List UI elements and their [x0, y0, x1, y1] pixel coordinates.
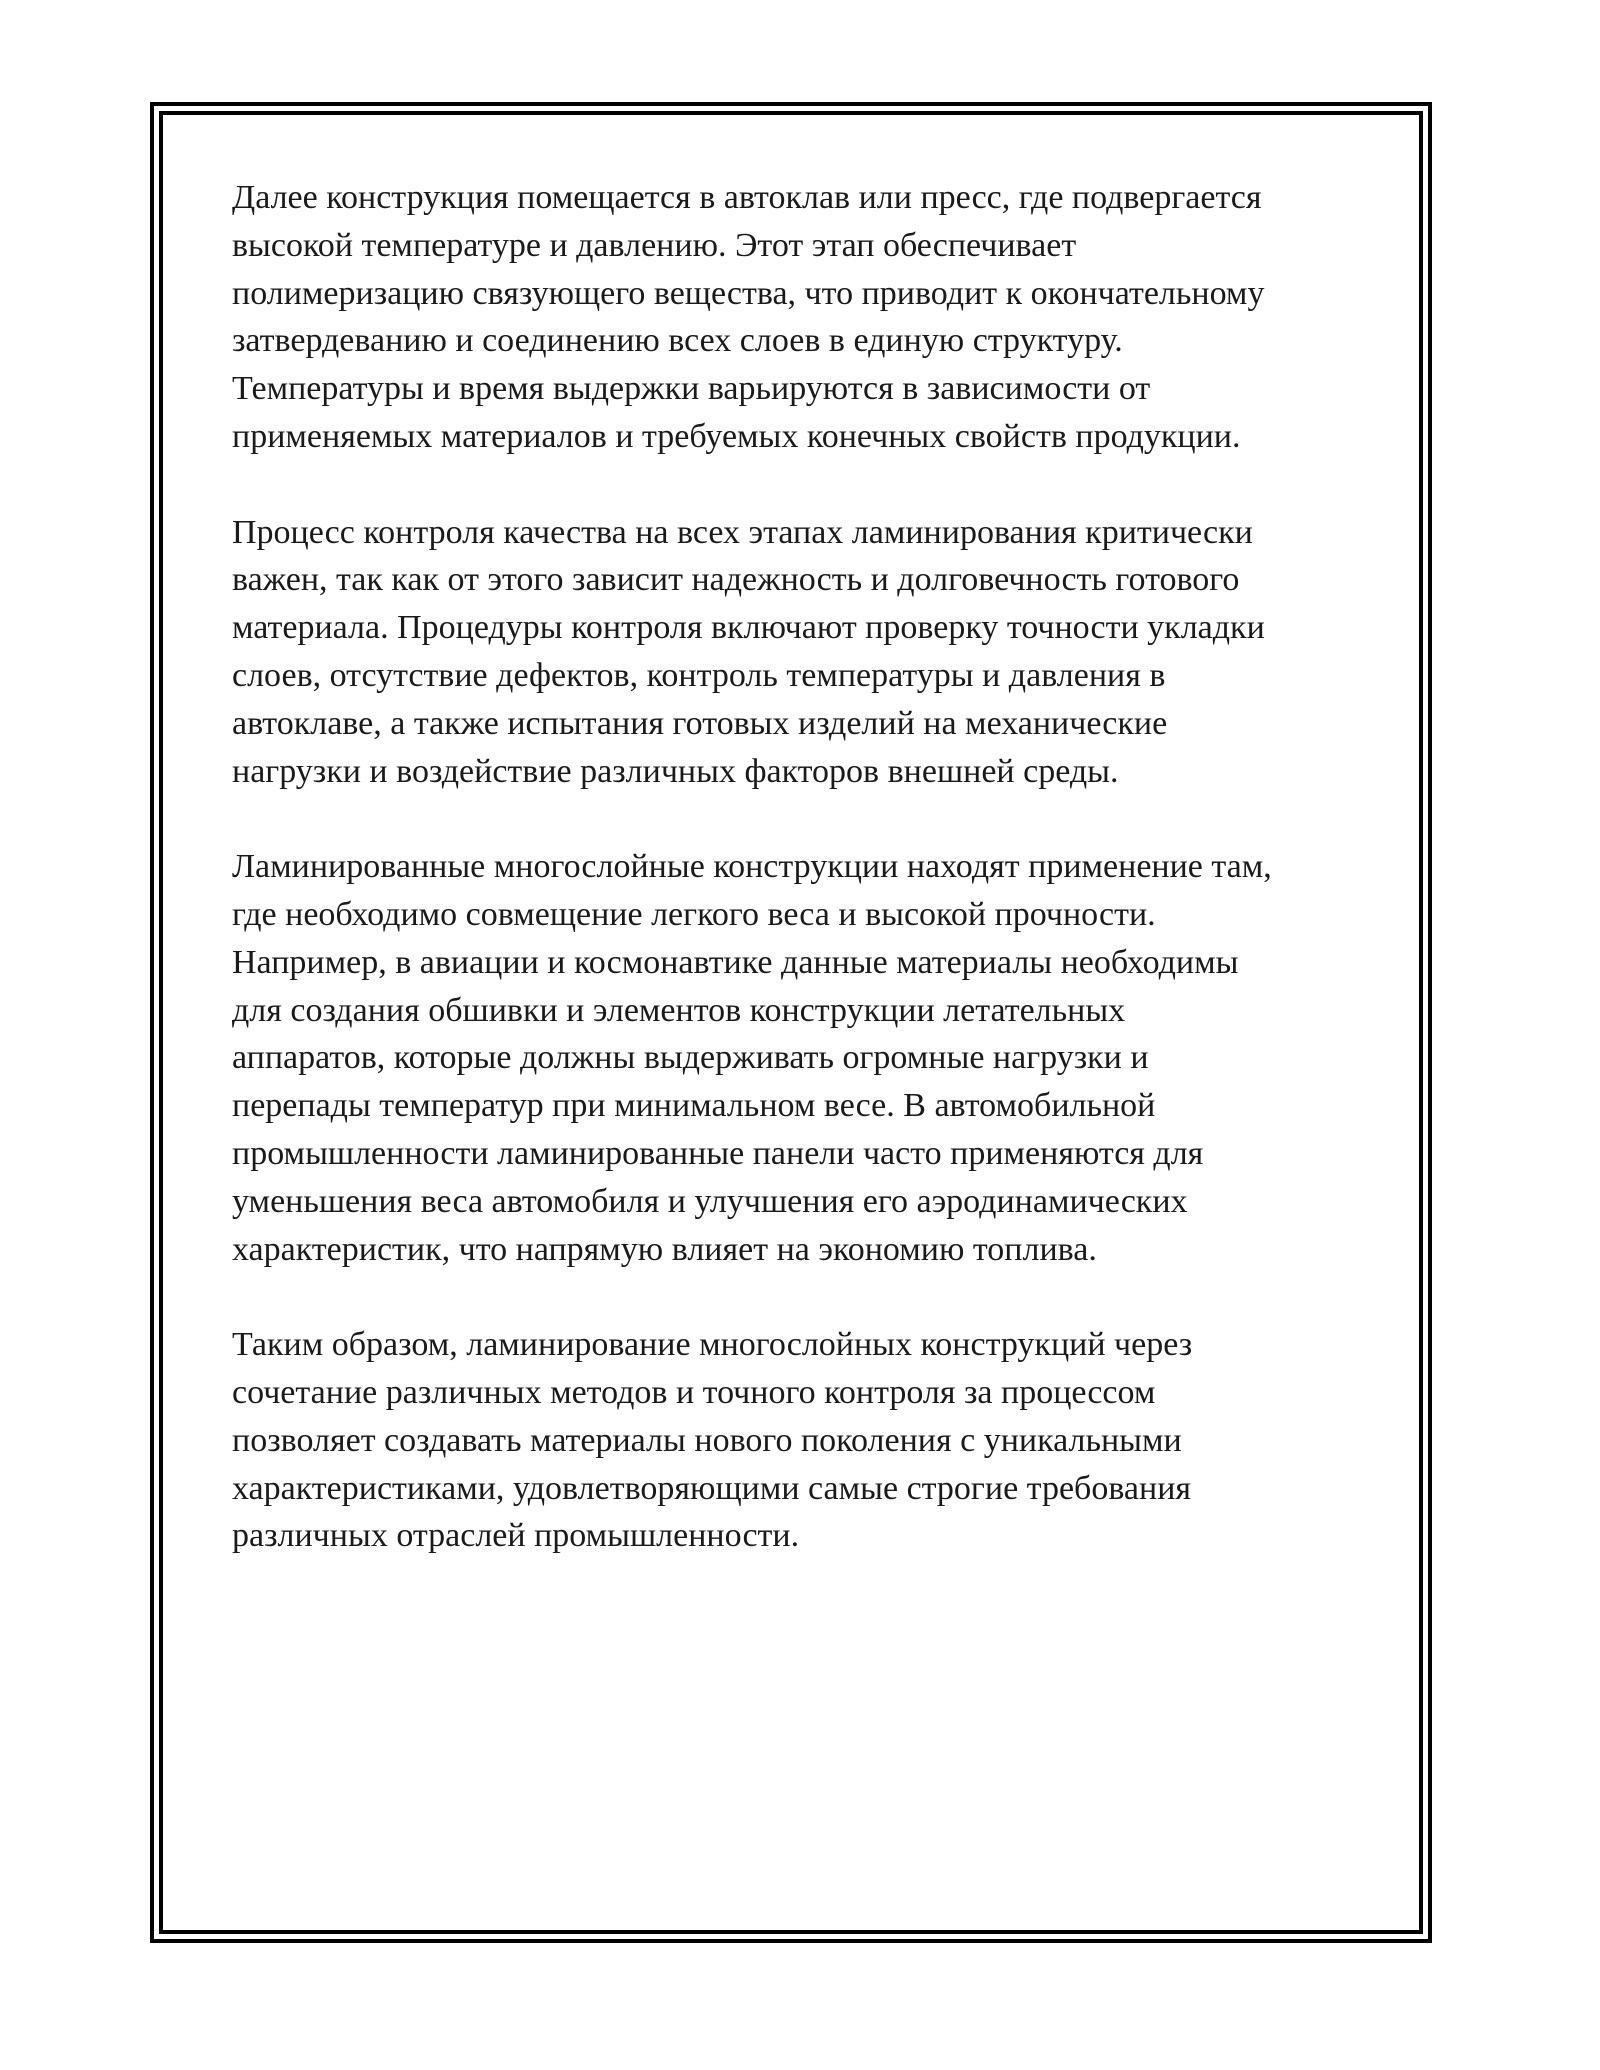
text-line: затвердеванию и соединению всех слоев в единую структуру.	[232, 322, 1123, 360]
paragraph	[232, 509, 1412, 796]
text-line: сочетание различных методов и точного контроля за процессом	[232, 1373, 1156, 1411]
text-line: перепады температур при минимальном весе. В автомобильной	[232, 1087, 1156, 1125]
text-line: высокой температуре и давлению. Этот этап обеспечивает	[232, 226, 1077, 264]
paragraph	[232, 1321, 1412, 1560]
text-line: Температуры и время выдержки варьируются в зависимости от	[232, 370, 1151, 408]
text-line: слоев, отсутствие дефектов, контроль температуры и давления в	[232, 656, 1166, 694]
paragraph	[232, 843, 1412, 1273]
text-line: нагрузки и воздействие различных факторов внешней среды.	[232, 752, 1119, 790]
text-line: характеристиками, удовлетворяющими самые строгие требования	[232, 1469, 1192, 1507]
text-line: автоклаве, а также испытания готовых изделий на механические	[232, 704, 1168, 742]
document-body	[232, 174, 1412, 1608]
text-line: полимеризацию связующего вещества, что приводит к окончательному	[232, 274, 1265, 312]
text-line: где необходимо совмещение легкого веса и высокой прочности.	[232, 895, 1156, 933]
text-line: позволяет создавать материалы нового поколения с уникальными	[232, 1421, 1182, 1459]
text-line: важен, так как от этого зависит надежность и долговечность готового	[232, 561, 1240, 599]
text-line: Далее конструкция помещается в автоклав или пресс, где подвергается	[232, 179, 1262, 216]
text-line: уменьшения веса автомобиля и улучшения его аэродинамических	[232, 1182, 1188, 1220]
text-line: характеристик, что напрямую влияет на экономию топлива.	[232, 1230, 1097, 1268]
text-line: материала. Процедуры контроля включают проверку точности укладки	[232, 609, 1265, 647]
text-line: Ламинированные многослойные конструкции находят применение там,	[232, 848, 1272, 886]
text-line: различных отраслей промышленности.	[232, 1517, 800, 1555]
text-line: Например, в авиации и космонавтике данные материалы необходимы	[232, 943, 1239, 981]
paragraph	[232, 174, 1412, 461]
text-line: применяемых материалов и требуемых конечных свойств продукции.	[232, 417, 1241, 455]
text-line: Процесс контроля качества на всех этапах ламинирования критически	[232, 513, 1253, 551]
text-line: Таким образом, ламинирование многослойных конструкций через	[232, 1326, 1193, 1364]
text-line: аппаратов, которые должны выдерживать огромные нагрузки и	[232, 1039, 1149, 1077]
text-line: для создания обшивки и элементов конструкции летательных	[232, 991, 1126, 1029]
text-line: промышленности ламинированные панели часто применяются для	[232, 1134, 1204, 1172]
